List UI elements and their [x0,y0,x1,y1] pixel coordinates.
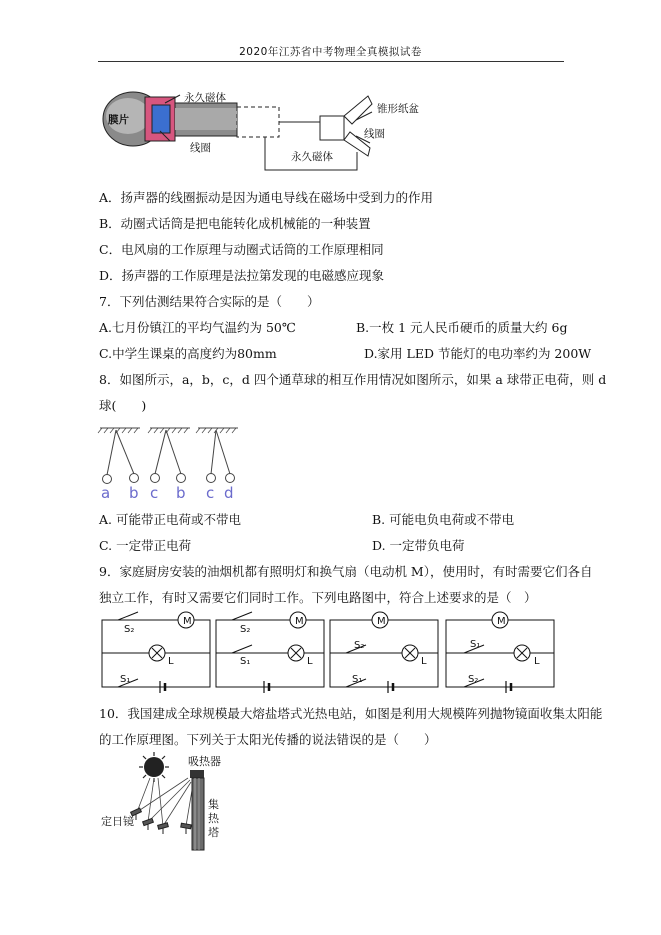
q7-option-d: D.家用 LED 节能灯的电功率约为 200W [364,346,592,361]
label-magnet-bottom: 永久磁体 [291,151,333,163]
label-diaphragm: 膜片 [108,114,129,126]
motor-label-a: M [183,616,192,627]
q9-stem-line2: 独立工作，有时又需要它们同时工作。下列电路图中，符合上述要求的是（ ） [99,590,537,605]
q8-option-d: D. 一定带负电荷 [372,538,465,553]
heliostats [131,808,192,834]
label-coil-right: 线圈 [364,128,385,140]
light-rays [137,778,193,826]
sun-icon [139,752,169,782]
lamp-label-a: L [168,656,174,667]
q7-stem: 7．下列估测结果符合实际的是（ ） [99,294,320,309]
switch-label-d-s2: S₂ [468,674,479,685]
motor-label-d: M [497,616,506,627]
label-tower-2: 热 [208,812,219,825]
q6-option-d: D．扬声器的工作原理是法拉第发现的电磁感应现象 [99,268,385,283]
switch-label-c-s1: S₁ [352,674,363,685]
switch-label-a-s2: S₂ [124,624,135,635]
label-coil-left: 线圈 [190,142,211,154]
label-heliostat: 定日镜 [101,815,134,828]
lamp-label-b: L [307,656,313,667]
switch-label-c-s2: S₂ [354,640,365,651]
ball-label-b1: b [129,484,139,502]
label-cone: 锥形纸盆 [377,103,419,115]
motor-label-b: M [295,616,304,627]
motor-label-c: M [377,616,386,627]
ball-label-d: d [224,484,234,502]
q7-option-a: A.七月份镇江的平均气温约为 50℃ [99,320,296,335]
label-tower-1: 集 [208,798,219,811]
q9-stem-line1: 9．家庭厨房安装的油烟机都有照明灯和换气扇（电动机 M），使用时，有时需要它们各自 [99,564,593,579]
q8-option-c: C. 一定带正电荷 [99,538,192,553]
lamp-label-d: L [534,656,540,667]
q7-option-b: B.一枚 1 元人民币硬币的质量大约 6g [356,320,568,335]
switch-label-d-s1: S₁ [470,639,481,650]
q10-stem-line2: 的工作原理图。下列关于太阳光传播的说法错误的是（ ） [99,732,437,747]
label-tower-3: 塔 [208,826,219,839]
ball-label-a: a [101,484,111,502]
switch-label-a-s1: S₁ [120,674,131,685]
q7-option-c: C.中学生课桌的高度约为80mm [99,346,277,361]
ball-label-c1: c [150,484,159,502]
q8-stem-line2: 球( ) [99,398,147,413]
q8-option-a: A. 可能带正电荷或不带电 [99,512,241,527]
q6-option-a: A．扬声器的线圈振动是因为通电导线在磁场中受到力的作用 [99,190,434,205]
q8-stem-line1: 8．如图所示，a，b，c，d 四个通草球的相互作用情况如图所示，如果 a 球带正电荷，则 d [99,372,607,387]
switch-label-b-s1: S₁ [240,656,251,667]
q6-option-c: C．电风扇的工作原理与动圈式话筒的工作原理相同 [99,242,384,257]
ball-label-c2: c [206,484,215,502]
label-magnet-top: 永久磁体 [184,92,226,104]
ball-label-b2: b [176,484,186,502]
heat-collecting-tower [190,770,204,850]
q6-option-b: B．动圈式话筒是把电能转化成机械能的一种装置 [99,216,371,231]
label-absorber: 吸热器 [188,755,221,768]
lamp-label-c: L [421,656,427,667]
q8-option-b: B. 可能电负电荷或不带电 [372,512,515,527]
switch-label-b-s2: S₂ [240,624,251,635]
page-header: 2020年江苏省中考物理全真模拟试卷 [239,46,422,58]
q10-stem-line1: 10．我国建成全球规模最大熔盐塔式光热电站，如图是利用大规模阵列抛物镜面收集太阳能 [99,706,603,721]
